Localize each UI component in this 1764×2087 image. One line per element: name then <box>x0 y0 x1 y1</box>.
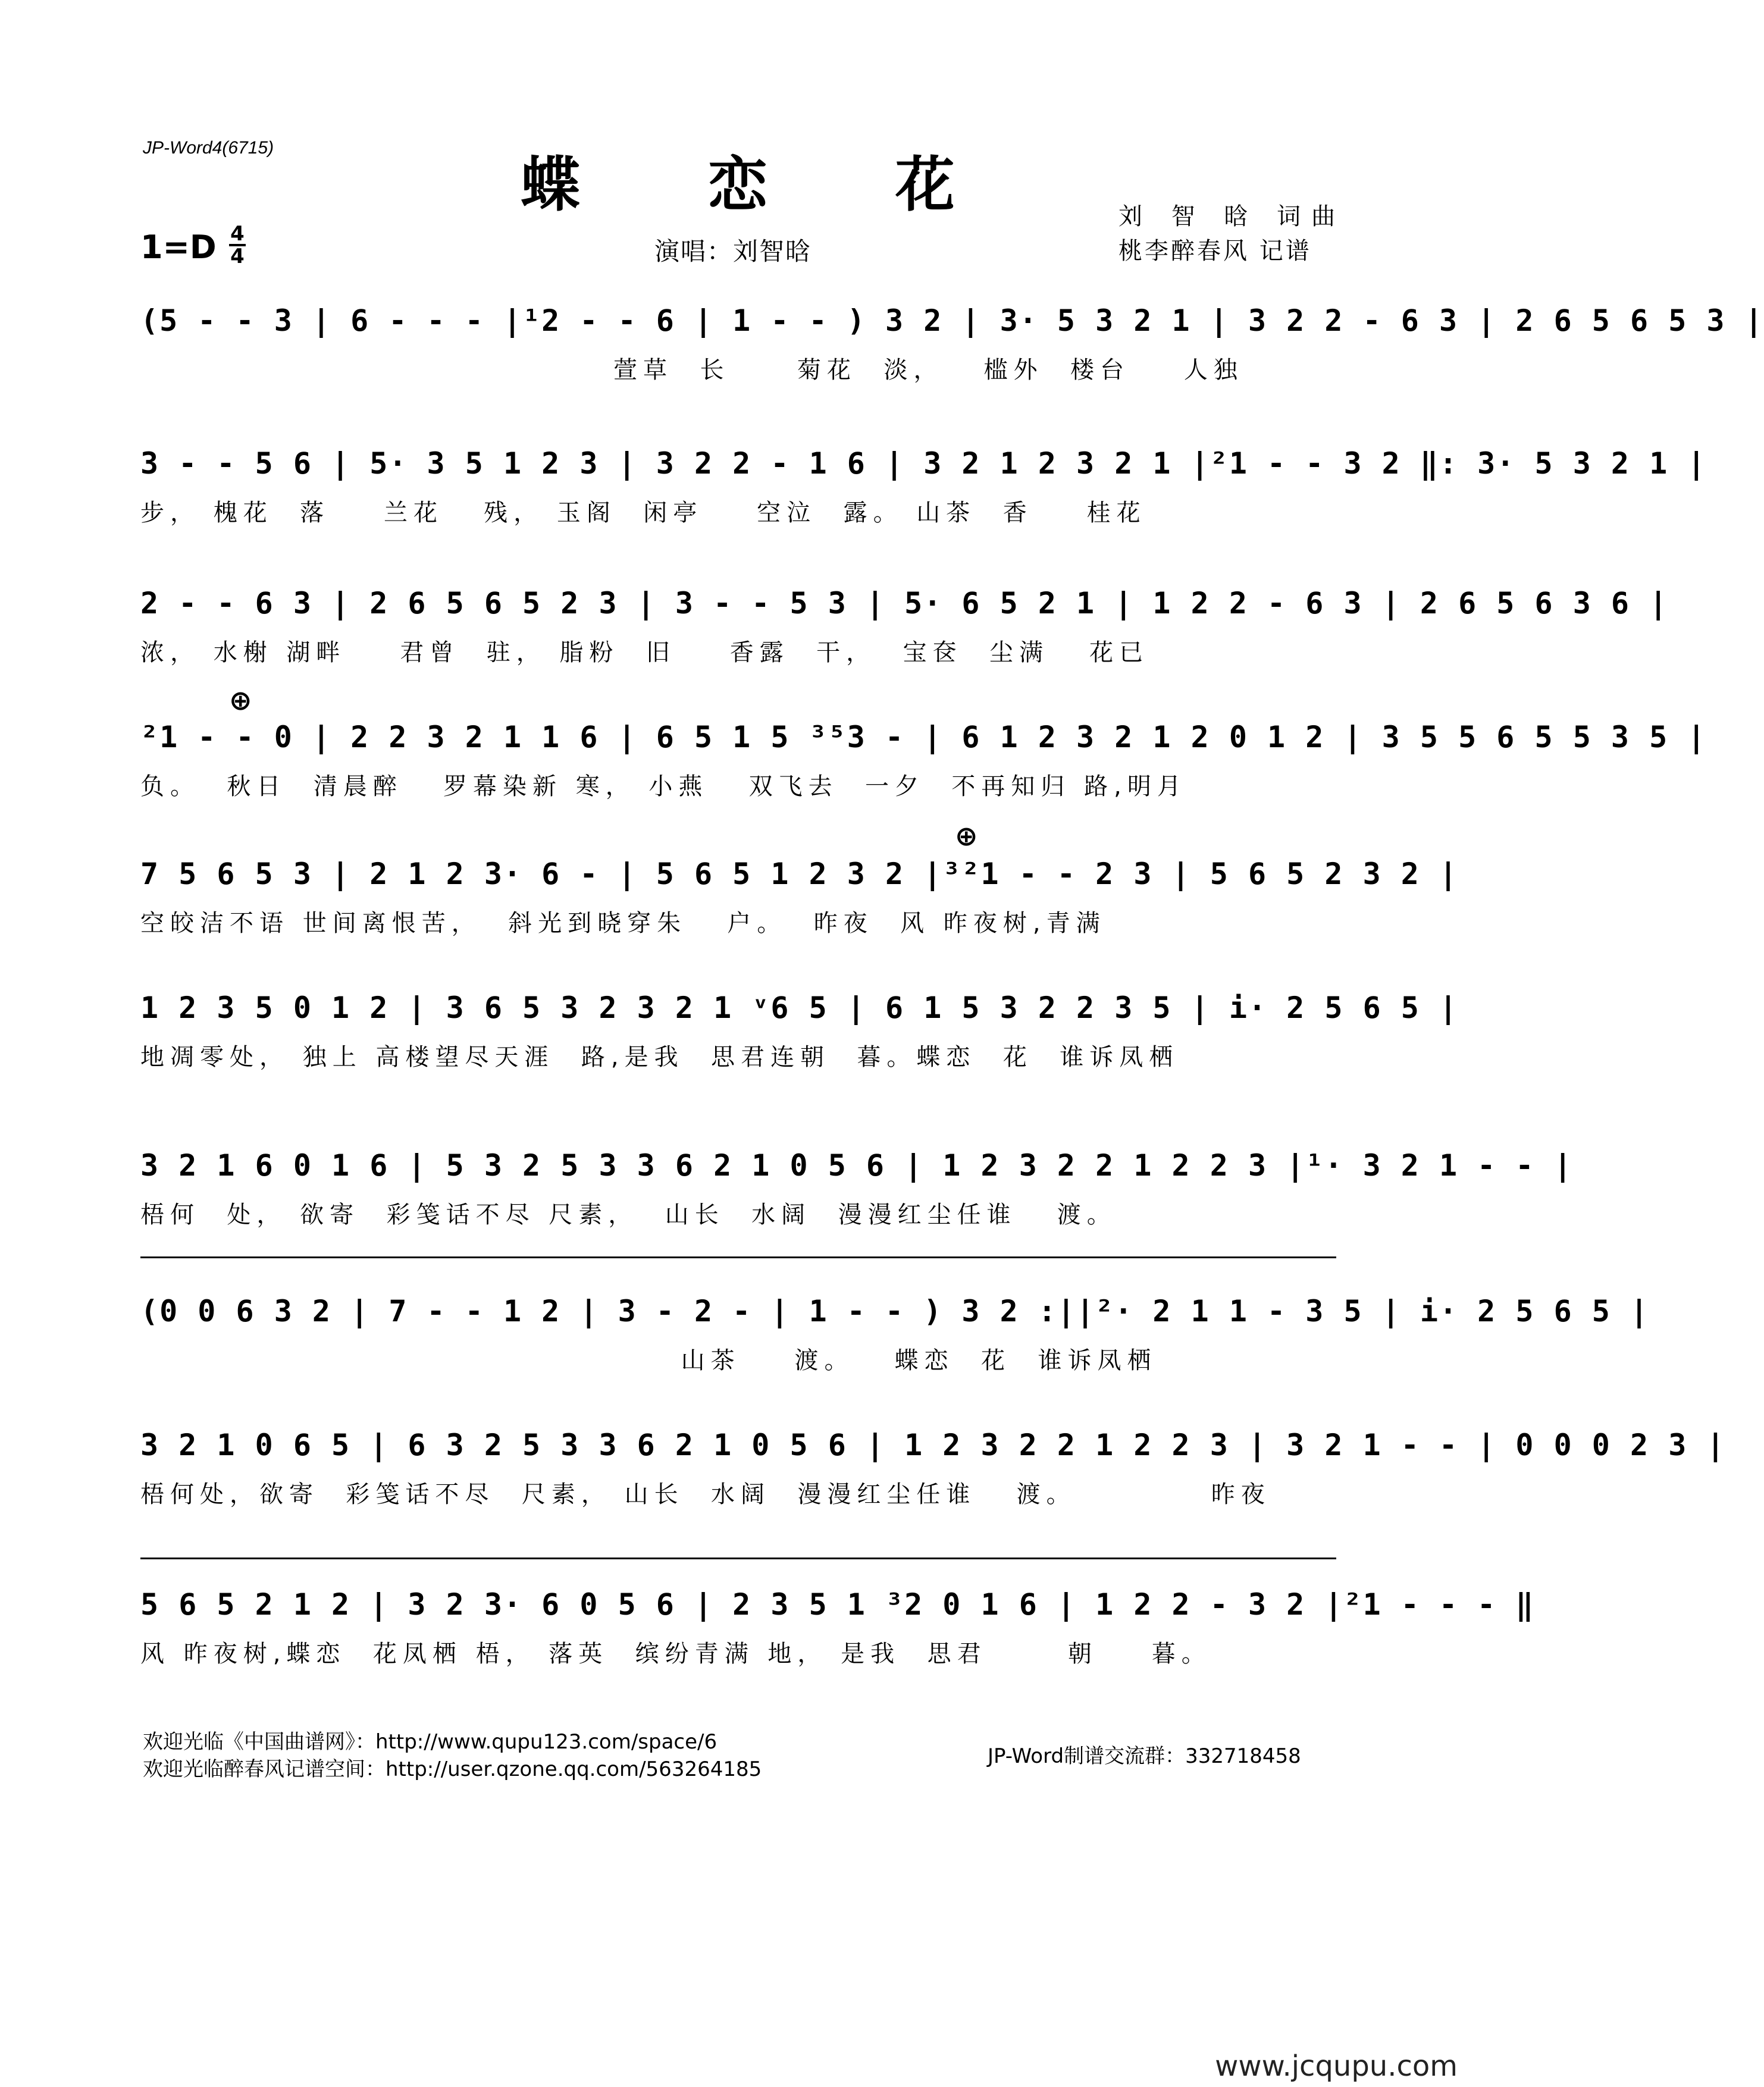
lyrics-line: 浓， 水榭 湖畔 君曾 驻， 脂粉 旧 香露 干， 宝奁 尘满 花已 <box>140 639 1149 666</box>
composer-credit: 刘 智 晗 词曲 <box>1118 203 1346 230</box>
song-title: 蝶 恋 花 <box>521 150 1008 220</box>
notation-line: ²1 - - 0 | 2 2 3 2 1 1 6 | 6 5 1 5 ³⁵3 - | 6 1 2 3 2 1 2 0 1 2 | 3 5 5 6 5 5 3 5 | <box>140 720 1707 754</box>
notation-line: 3 2 1 0 6 5 | 6 3 2 5 3 3 6 2 1 0 5 6 | 1 2 3 2 2 1 2 2 3 | 3 2 1 - - | 0 0 0 2 3 | <box>140 1428 1726 1462</box>
time-signature-top: 4 <box>230 222 245 246</box>
lyrics-line: 负。 秋日 清晨醉 罗幕染新 寒， 小燕 双飞去 一夕 不再知归 路,明月 <box>140 773 1187 800</box>
footer-link-qzone[interactable]: 欢迎光临醉春风记谱空间：http://user.qzone.qq.com/563264185 <box>143 1757 762 1781</box>
notation-line: 5 6 5 2 1 2 | 3 2 3· 6 0 5 6 | 2 3 5 1 ³2 0 1 6 | 1 2 2 - 3 2 |²1 - - - ‖ <box>140 1587 1535 1622</box>
lyrics-line: 梧何处，欲寄 彩笺话不尽 尺素， 山长 水阔 漫漫红尘任谁 渡。 昨夜 <box>140 1481 1271 1508</box>
lyrics-line: 风 昨夜树,蝶恋 花凤栖 梧， 落英 缤纷青满 地， 是我 思君 朝 暮。 <box>140 1640 1211 1668</box>
key-signature: 1=D <box>140 228 217 266</box>
coda-icon: ⊕ <box>955 820 978 852</box>
coda-icon: ⊕ <box>229 684 252 716</box>
footer-group-info: JP-Word制谱交流群：332718458 <box>988 1744 1301 1768</box>
site-watermark: www.jcqupu.com <box>1215 2050 1458 2083</box>
lyrics-line: 地凋零处， 独上 高楼望尽天涯 路,是我 思君连朝 暮。蝶恋 花 谁诉凤栖 <box>140 1044 1179 1071</box>
notation-line: 3 2 1 6 0 1 6 | 5 3 2 5 3 3 6 2 1 0 5 6 | 1 2 3 2 2 1 2 2 3 |¹· 3 2 1 - - | <box>140 1148 1573 1183</box>
notation-line: (5 - - 3 | 6 - - - |¹2 - - 6 | 1 - - ) 3 2 | 3· 5 3 2 1 | 3 2 2 - 6 3 | 2 6 5 6 5 3 | <box>140 303 1764 338</box>
time-signature <box>229 224 246 267</box>
lyrics-line: 梧何 处， 欲寄 彩笺话不尽 尺素， 山长 水阔 漫漫红尘任谁 渡。 <box>140 1201 1117 1229</box>
footer-link-qupu[interactable]: 欢迎光临《中国曲谱网》：http://www.qupu123.com/space/6 <box>143 1730 717 1754</box>
lyrics-line: 萱草 长 菊花 淡， 槛外 楼台 人独 <box>140 356 1243 384</box>
notation-line: (0 0 6 3 2 | 7 - - 1 2 | 3 - 2 - | 1 - - ) 3 2 :||²· 2 1 1 - 3 5 | i· 2 5 6 5 | <box>140 1294 1650 1328</box>
notation-line: 3 - - 5 6 | 5· 3 5 1 2 3 | 3 2 2 - 1 6 | 3 2 1 2 3 2 1 |²1 - - 3 2 ‖: 3· 5 3 2 1 | <box>140 446 1707 481</box>
divider-line <box>140 1558 1336 1559</box>
lyrics-line: 空皎洁不语 世间离恨苦， 斜光到晓穿朱 户。 昨夜 风 昨夜树,青满 <box>140 910 1106 937</box>
lyrics-line: 步， 槐花 落 兰花 残， 玉阁 闲亭 空泣 露。 山茶 香 桂花 <box>140 499 1146 527</box>
notation-line: 1 2 3 5 0 1 2 | 3 6 5 3 2 3 2 1 ᵛ6 5 | 6 1 5 3 2 2 3 5 | i· 2 5 6 5 | <box>140 991 1459 1025</box>
notation-line: 7 5 6 5 3 | 2 1 2 3· 6 - | 5 6 5 1 2 3 2 |³²1 - - 2 3 | 5 6 5 2 3 2 | <box>140 857 1459 891</box>
software-label: JP-Word4(6715) <box>143 138 274 158</box>
lyrics-line: 山茶 渡。 蝶恋 花 谁诉凤栖 <box>140 1347 1157 1374</box>
divider-line <box>140 1256 1336 1258</box>
time-signature-bottom: 4 <box>230 245 245 268</box>
notation-line: 2 - - 6 3 | 2 6 5 6 5 2 3 | 3 - - 5 3 | 5· 6 5 2 1 | 1 2 2 - 6 3 | 2 6 5 6 3 6 | <box>140 586 1669 621</box>
singer-credit: 演唱：刘智晗 <box>654 237 812 266</box>
transcriber-credit: 桃李醉春风 记谱 <box>1118 237 1312 265</box>
